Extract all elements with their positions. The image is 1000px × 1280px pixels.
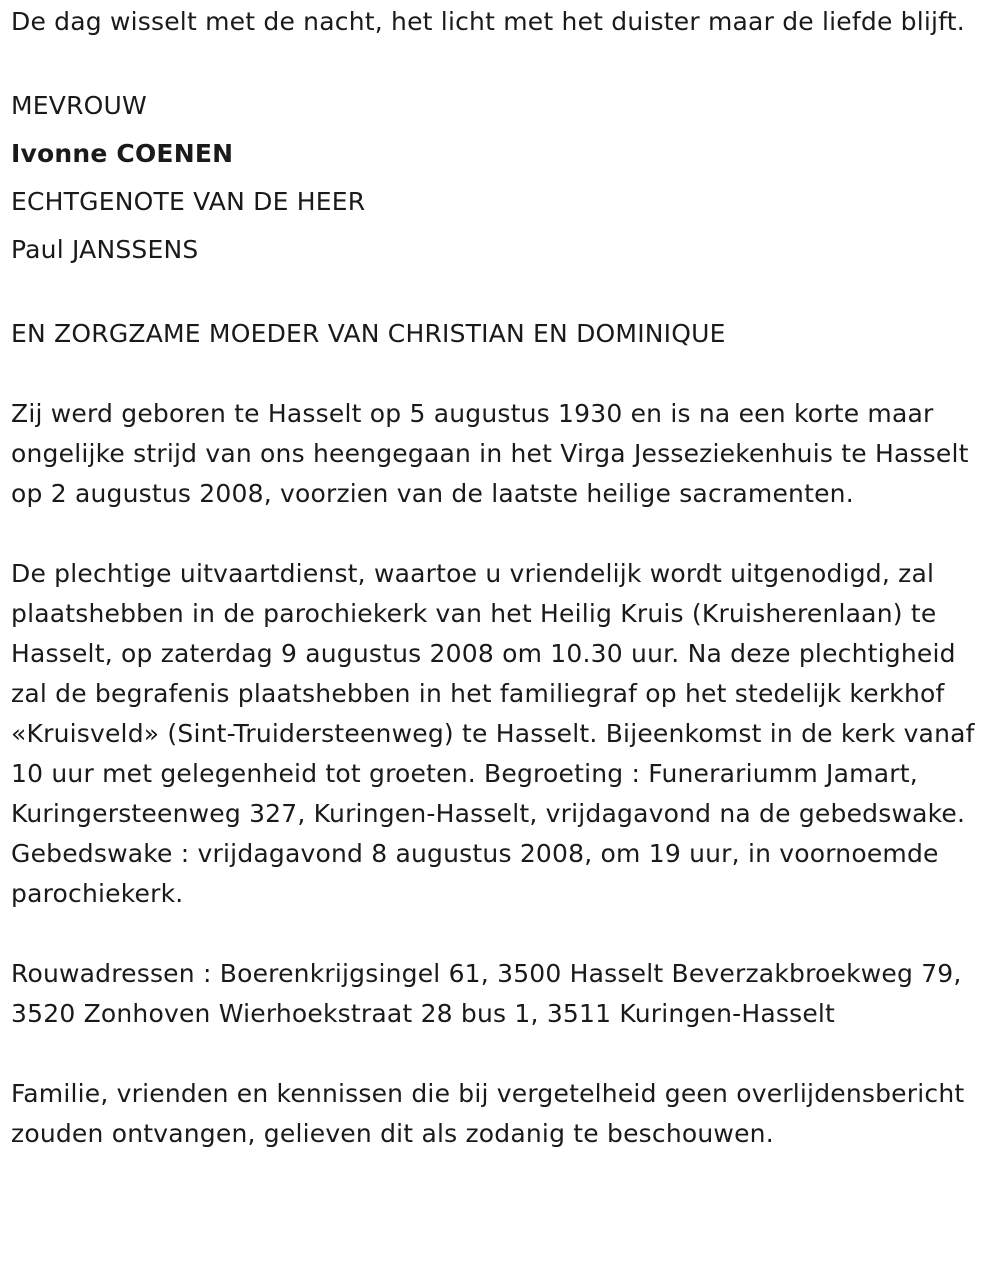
spacer — [11, 1034, 988, 1074]
title: MEVROUW — [11, 91, 147, 120]
spouse-name: Paul JANSSENS — [11, 235, 199, 264]
closing-paragraph: Familie, vrienden en kennissen die bij vergetelheid geen overlijdensbericht zouden ontvangen, gelieven dit als zodanig te beschouwen. — [11, 1079, 965, 1148]
spacer — [11, 274, 988, 314]
spacer — [11, 514, 988, 554]
spacer — [11, 42, 988, 82]
addresses-paragraph: Rouwadressen : Boerenkrijgsingel 61, 3500 Hasselt Beverzakbroekweg 79, 3520 Zonhoven Wierhoekstraat 28 bus 1, 3511 Kuringen-Hasselt — [11, 959, 962, 1028]
deceased-name: Ivonne COENEN — [11, 139, 234, 168]
birth-death-paragraph: Zij werd geboren te Hasselt op 5 augustus 1930 en is na een korte maar ongelijke strijd van ons heengegaan in het Virga Jesseziekenhuis te Hasselt op 2 augustus 2008, voorzien van de laatste heilige sacramenten. — [11, 399, 969, 508]
opening-quote: De dag wisselt met de nacht, het licht met het duister maar de liefde blijft. — [11, 7, 965, 36]
funeral-paragraph: De plechtige uitvaartdienst, waartoe u vriendelijk wordt uitgenodigd, zal plaatshebben in de parochiekerk van het Heilig Kruis (Kruisherenlaan) te Hasselt, op zaterdag 9 augustus 2008 om 10.30 uur. Na deze plechtigheid zal de begrafenis plaatshebben in het familiegraf op het stedelijk kerkhof «Kruisveld» (Sint-Truidersteenweg) te Hasselt. Bijeenkomst in de kerk vanaf 10 uur met gelegenheid tot groeten. Begroeting : Funerariumm Jamart, Kuringersteenweg 327, Kuringen-Hasselt, vrijdagavond na de gebedswake. Gebedswake : vrijdagavond 8 augustus 2008, om 19 uur, in voornoemde parochiekerk. — [11, 559, 975, 908]
spouse-label: ECHTGENOTE VAN DE HEER — [11, 187, 366, 216]
spacer — [11, 914, 988, 954]
mother-of: EN ZORGZAME MOEDER VAN CHRISTIAN EN DOMINIQUE — [11, 319, 726, 348]
spacer — [11, 354, 988, 394]
